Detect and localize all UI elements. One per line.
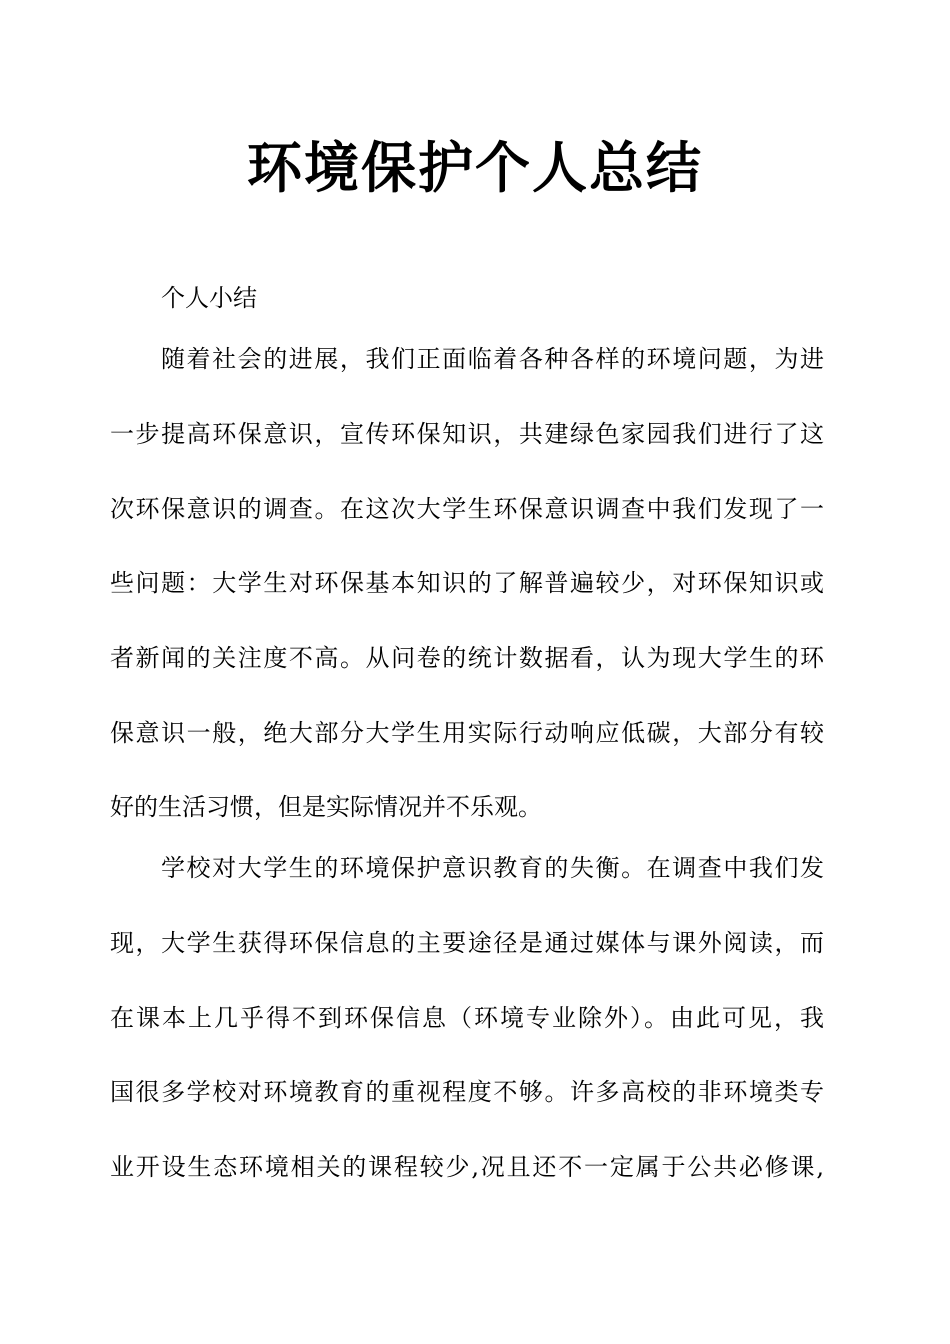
paragraph-1-line-4: 些问题：大学生对环保基本知识的了解普遍较少，对环保知识或 (110, 569, 824, 597)
paragraph-1-line-5: 者新闻的关注度不高。从问卷的统计数据看，认为现大学生的环 (110, 644, 824, 672)
document-title: 环境保护个人总结 (246, 136, 703, 200)
paragraph-1-line-6: 保意识一般，绝大部分大学生用实际行动响应低碳，大部分有较 (110, 719, 824, 747)
section-heading: 个人小结 (161, 284, 257, 312)
paragraph-2-line-4: 国很多学校对环境教育的重视程度不够。许多高校的非环境类专 (110, 1078, 824, 1106)
paragraph-2-line-3: 在课本上几乎得不到环保信息（环境专业除外）。由此可见，我 (110, 1004, 824, 1032)
paragraph-1-line-1: 随着社会的进展，我们正面临着各种各样的环境问题，为进 (161, 345, 824, 373)
paragraph-2-line-1: 学校对大学生的环境保护意识教育的失衡。在调查中我们发 (161, 854, 824, 882)
paragraph-1-line-2: 一步提高环保意识，宣传环保知识，共建绿色家园我们进行了这 (110, 420, 824, 448)
paragraph-1-line-3: 次环保意识的调查。在这次大学生环保意识调查中我们发现了一 (110, 495, 824, 523)
paragraph-1-line-7: 好的生活习惯，但是实际情况并不乐观。 (110, 793, 542, 821)
paragraph-2-line-2: 现，大学生获得环保信息的主要途径是通过媒体与课外阅读，而 (110, 929, 824, 957)
paragraph-2-line-5: 业开设生态环境相关的课程较少,况且还不一定属于公共必修课, (110, 1153, 824, 1181)
